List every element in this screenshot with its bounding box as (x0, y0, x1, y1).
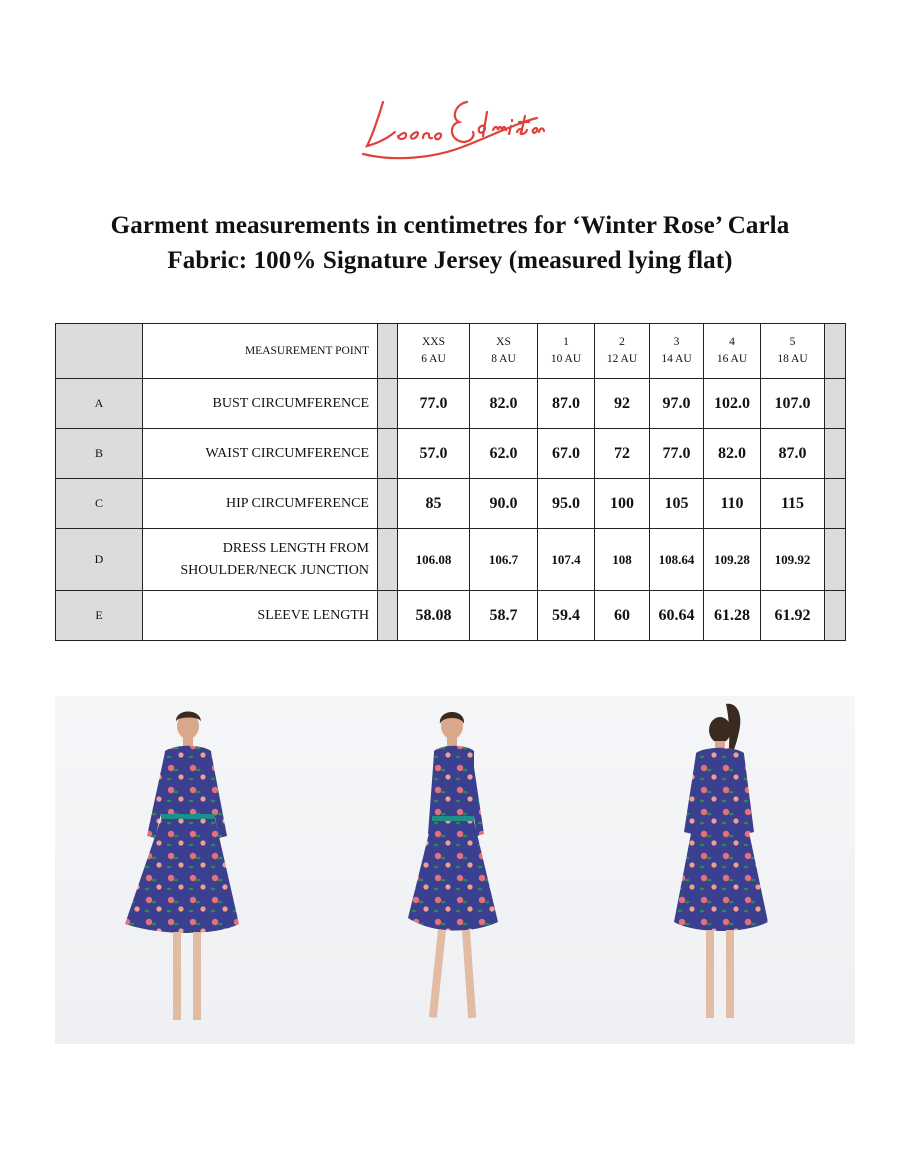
header-size-4: 4 16 AU (704, 324, 761, 379)
measurements-table (55, 323, 846, 641)
row-end-cell (825, 429, 846, 479)
value-cell: 87.0 (761, 429, 825, 479)
value-cell: 58.7 (470, 591, 538, 641)
value-cell: 85 (398, 479, 470, 529)
table-header-row (56, 324, 846, 379)
row-letter: D (56, 529, 143, 591)
row-spacer-cell (378, 479, 398, 529)
fabric-subtitle: Fabric: 100% Signature Jersey (measured lying flat) (167, 247, 733, 274)
row-letter: B (56, 429, 143, 479)
row-end-cell (825, 479, 846, 529)
row-letter: E (56, 591, 143, 641)
model-figure-back (588, 696, 854, 1044)
value-cell: 82.0 (704, 429, 761, 479)
header-size-5: 5 18 AU (761, 324, 825, 379)
header-spacer-cell (378, 324, 398, 379)
value-cell: 61.28 (704, 591, 761, 641)
value-cell: 87.0 (538, 379, 595, 429)
table-row (56, 479, 846, 529)
value-cell: 82.0 (470, 379, 538, 429)
row-spacer-cell (378, 529, 398, 591)
value-cell: 106.08 (398, 529, 470, 591)
row-letter: A (56, 379, 143, 429)
model-figure-side (322, 696, 588, 1044)
measurement-point: DRESS LENGTH FROM SHOULDER/NECK JUNCTION (143, 529, 378, 591)
value-cell: 109.28 (704, 529, 761, 591)
value-cell: 110 (704, 479, 761, 529)
table-row (56, 379, 846, 429)
value-cell: 57.0 (398, 429, 470, 479)
header-size-xxs: XXS 6 AU (398, 324, 470, 379)
value-cell: 58.08 (398, 591, 470, 641)
measurement-point: BUST CIRCUMFERENCE (143, 379, 378, 429)
value-cell: 100 (595, 479, 650, 529)
row-letter: C (56, 479, 143, 529)
photo-front-view (55, 696, 322, 1044)
header-corner-cell (56, 324, 143, 379)
table-row (56, 529, 846, 591)
measurement-point: SLEEVE LENGTH (143, 591, 378, 641)
header-measurement-point: MEASUREMENT POINT (143, 324, 378, 379)
title-block (0, 208, 900, 278)
value-cell: 59.4 (538, 591, 595, 641)
value-cell: 77.0 (398, 379, 470, 429)
row-end-cell (825, 529, 846, 591)
row-spacer-cell (378, 591, 398, 641)
value-cell: 60.64 (650, 591, 704, 641)
page-title: Garment measurements in centimetres for ‘Winter Rose’ Carla (110, 212, 790, 239)
photo-side-view (322, 696, 589, 1044)
value-cell: 109.92 (761, 529, 825, 591)
value-cell: 90.0 (470, 479, 538, 529)
value-cell: 61.92 (761, 591, 825, 641)
brand-logo (355, 92, 545, 164)
measurement-point: WAIST CIRCUMFERENCE (143, 429, 378, 479)
value-cell: 106.7 (470, 529, 538, 591)
value-cell: 72 (595, 429, 650, 479)
model-photo-strip (55, 696, 855, 1044)
value-cell: 95.0 (538, 479, 595, 529)
table-row (56, 591, 846, 641)
value-cell: 97.0 (650, 379, 704, 429)
row-end-cell (825, 379, 846, 429)
value-cell: 105 (650, 479, 704, 529)
value-cell: 108 (595, 529, 650, 591)
value-cell: 62.0 (470, 429, 538, 479)
value-cell: 67.0 (538, 429, 595, 479)
value-cell: 108.64 (650, 529, 704, 591)
value-cell: 77.0 (650, 429, 704, 479)
header-size-2: 2 12 AU (595, 324, 650, 379)
value-cell: 60 (595, 591, 650, 641)
value-cell: 107.4 (538, 529, 595, 591)
model-figure-front (55, 696, 321, 1044)
value-cell: 115 (761, 479, 825, 529)
header-size-xs: XS 8 AU (470, 324, 538, 379)
row-end-cell (825, 591, 846, 641)
photo-back-view (588, 696, 855, 1044)
row-spacer-cell (378, 429, 398, 479)
value-cell: 102.0 (704, 379, 761, 429)
row-spacer-cell (378, 379, 398, 429)
header-size-1: 1 10 AU (538, 324, 595, 379)
table-row (56, 429, 846, 479)
value-cell: 107.0 (761, 379, 825, 429)
value-cell: 92 (595, 379, 650, 429)
measurement-point: HIP CIRCUMFERENCE (143, 479, 378, 529)
header-size-3: 3 14 AU (650, 324, 704, 379)
header-end-cell (825, 324, 846, 379)
